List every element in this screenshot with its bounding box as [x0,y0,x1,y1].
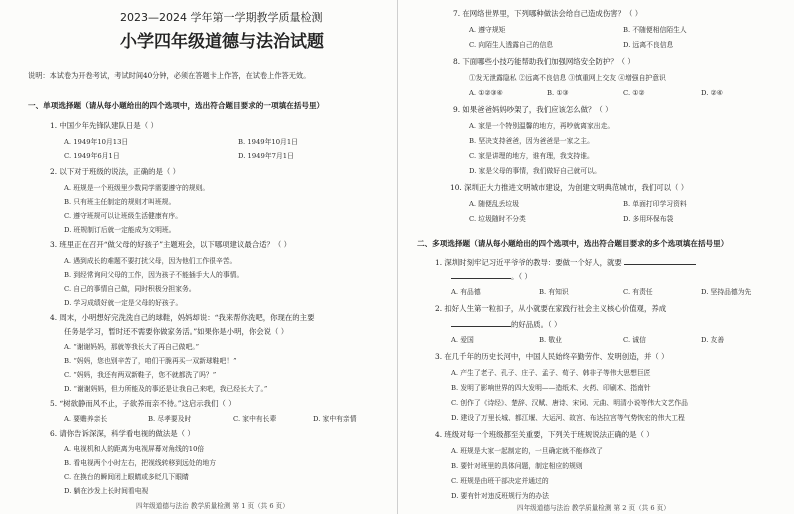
question-10: 10. 深圳正大力推进文明城市建设，为创建文明典范城市，我们可以（ ） [450,183,689,192]
exam-notice: 说明：本试卷为开卷考试，考试时间40分钟，必须在答题卡上作答，在试卷上作答无效。 [28,71,311,80]
question-m1-text: 1. 深圳时刻牢记习近平爷爷的教导：要做一个好人，就要 [435,258,622,267]
q9-option-c: C. 家是讲理的地方，谁有理，我支持谁。 [469,152,594,160]
q10-option-b: B. 单面打印学习资料 [623,200,687,208]
m4-option-c: C. 班规是由班干部决定并通过的 [451,477,549,485]
q10-option-c: C. 垃圾随时不分类 [469,215,526,223]
question-5: 5. “树欲静而风不止，子欲养而亲不待。”这启示我们（ ） [50,399,236,408]
q7-option-d: D. 远离不良信息 [623,41,674,49]
question-m1-tail: 。（ ） [511,272,532,281]
page-divider [397,0,398,514]
m3-option-a: A. 产生了老子、孔子、庄子、孟子、荀子、韩非子等伟大思想巨匠 [451,369,651,377]
q9-option-b: B. 坚决支持爸爸，因为爸爸是一家之主。 [469,137,594,145]
answer-blank [624,258,696,265]
exam-header: 2023—2024 学年第一学期教学质量检测 [120,11,323,24]
question-7: 7. 在网络世界里，下列哪种做法会给自己造成伤害？（ ） [453,9,643,18]
q6-option-a: A. 电视机和人的距离为电视屏幕对角线的10倍 [64,445,205,453]
q8-option-a: A. ①②③④ [469,89,503,97]
question-m2: 2. 扣好人生第一粒扣子，从小就要在家践行社会主义核心价值观，养成 [435,304,667,313]
m1-option-c: C. 有责任 [623,288,653,296]
q7-option-c: C. 向陌生人透露自己的信息 [469,41,554,49]
question-m2-tail: 的好品质。（ ） [511,320,562,329]
q9-option-d: D. 家是父母的事情，我们做好自己就可以。 [469,167,601,175]
q2-option-d: D. 班规制订后就一定能成为文明班。 [64,226,176,234]
q8-option-c: C. ①② [623,89,645,97]
q5-option-c: C. 家中有长辈 [233,415,277,423]
answer-blank [451,272,511,279]
m2-option-a: A. 爱国 [451,336,474,344]
question-m2-cont [451,320,561,328]
question-1: 1. 中国少年先锋队建队日是（ ） [50,121,158,130]
page-footer-1: 四年级道德与法治 教学质量检测 第 1 页（共 6 页） [136,502,289,510]
q8-option-b: B. ①③ [547,89,569,97]
page-footer-2: 四年级道德与法治 教学质量检测 第 2 页（共 6 页） [517,504,670,512]
q6-option-d: D. 躺在沙发上长时间看电视 [64,487,149,495]
exam-title: 小学四年级道德与法治试题 [120,32,324,52]
m1-option-a: A. 有品德 [451,288,481,296]
q1-option-c: C. 1949年6月1日 [64,152,120,160]
m4-option-d: D. 要有针对违反班规行为的办法 [451,492,549,500]
q9-option-a: A. 家是一个特别温馨的地方，再吵就离家出走。 [469,122,615,130]
q5-option-a: A. 要赡养亲长 [64,415,108,423]
m1-option-d: D. 坚持品德为先 [701,288,752,296]
m3-option-c: C. 创作了《诗经》、楚辞、汉赋、唐诗、宋词、元曲、明清小说等伟大文艺作品 [451,399,688,407]
question-6: 6. 请你告诉深深，科学看电视的做法是（ ） [50,429,195,438]
q7-option-b: B. 不随便相信陌生人 [623,26,687,34]
question-m1-cont [451,272,532,280]
q6-option-b: B. 看电视两个小时左右，把视线转移到远处的地方 [64,459,217,467]
q1-option-d: D. 1949年7月1日 [238,152,294,160]
q3-option-a: A. 遇到成长的难题不要打扰父母，因为他们工作很辛苦。 [64,257,237,265]
section-single-choice: 一、单项选择题（请从每小题给出的四个选项中，选出符合题目要求的一项填在括号里） [28,101,325,110]
q3-option-d: D. 学习成绩好就一定是父母的好孩子。 [64,299,183,307]
question-3: 3. 班里正在召开“做父母的好孩子”主题班会，以下哪项建议最合适？（ ） [50,240,292,249]
m4-option-b: B. 要针对班里的具体问题，制定相应的规则 [451,462,583,470]
q1-option-a: A. 1949年10月13日 [64,138,129,146]
q1-option-b: B. 1949年10月1日 [238,138,298,146]
question-2: 2. 以下对于班级的说法，正确的是（ ） [50,167,181,176]
question-4-cont: 任务是学习，暂时还不需要你做家务活。”如果你是小明，你会说（ ） [64,327,289,336]
m2-option-d: D. 友善 [701,336,725,344]
m4-option-a: A. 班规是大家一起制定的，一旦确定就不能修改了 [451,447,603,455]
q5-option-b: B. 尽孝要及时 [148,415,192,423]
m2-option-b: B. 敬业 [539,336,562,344]
m3-option-d: D. 建设了万里长城、都江堰、大运河、故宫、布达拉宫等气势恢宏的伟大工程 [451,414,685,422]
q10-option-d: D. 多用环保布袋 [623,215,674,223]
q4-option-d: D. “谢谢妈妈，但力所能及的事还是让我自己来吧，我已经长大了。” [64,385,268,393]
q5-option-d: D. 家中有亲情 [313,415,357,423]
q10-option-a: A. 随便乱丢垃圾 [469,200,520,208]
m2-option-c: C. 诚信 [623,336,646,344]
question-m3: 3. 在几千年的历史长河中，中国人民始终辛勤劳作、发明创造，并（ ） [435,352,669,361]
q8-option-d: D. ②④ [701,89,723,97]
section-multiple-choice: 二、多项选择题（请从每小题给出的四个选项中，选出符合题目要求的多个选项填在括号里） [417,239,729,248]
q4-option-b: B. “妈妈，您也别辛苦了，咱们干脆再买一双新球鞋吧！” [64,357,237,365]
q8-statements: ①发无泄露隐私 ②远离不良信息 ③慎重网上交友 ④增强自护意识 [469,74,666,82]
q6-option-c: C. 在换台的瞬间闭上眼睛或多眨几下眼睛 [64,473,189,481]
question-m4: 4. 班级对每一个班级都至关重要，下列关于班规说法正确的是（ ） [435,430,654,439]
m3-option-b: B. 发明了影响世界的四大发明——造纸术、火药、印刷术、指南针 [451,384,651,392]
right-page [407,0,783,514]
q7-option-a: A. 遵守规矩 [469,26,506,34]
q4-option-a: A. “谢谢妈妈，那就等我长大了再自己做吧。” [64,343,200,351]
question-8: 8. 下面哪些小技巧能帮助我们加强网络安全防护？（ ） [453,57,635,66]
q4-option-c: C. “妈妈，我还有两双新鞋子，您不就都洗了吗？” [64,371,217,379]
q2-option-b: B. 只有班主任制定的规则才叫班规。 [64,198,176,206]
q2-option-c: C. 遵守班规可以让班级生活健康有序。 [64,212,183,220]
left-page [28,0,388,514]
question-4: 4. 周末，小明想好完洗洗自己的球鞋，妈妈却说：“我来帮你洗吧，你现在的主要 [50,313,315,322]
q3-option-b: B. 到经常询问父母的工作，因为孩子不能插手大人的事情。 [64,271,244,279]
q2-option-a: A. 班规是一个班级里少数同学需要遵守的规则。 [64,184,210,192]
answer-blank [451,320,511,327]
question-9: 9. 如果爸爸妈妈吵架了，我们应该怎么做？（ ） [453,105,613,114]
q3-option-c: C. 自己的事情自己做，同时积极分担家务。 [64,285,196,293]
m1-option-b: B. 有知识 [539,288,569,296]
question-m1 [435,258,696,266]
